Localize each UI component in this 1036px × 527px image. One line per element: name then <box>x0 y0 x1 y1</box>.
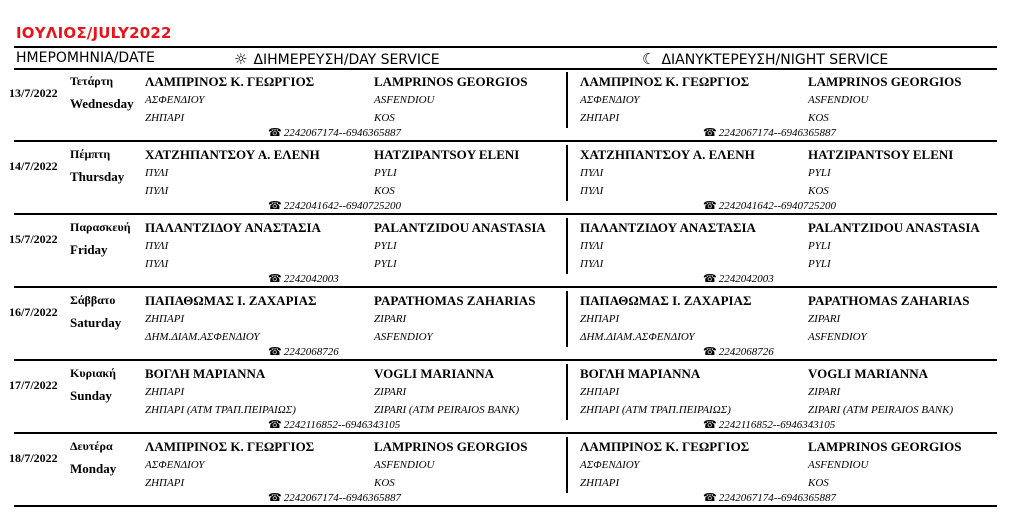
row-date: 14/7/2022 <box>9 159 58 173</box>
phone-icon: ☎ <box>703 419 717 431</box>
night-name-gr: ΛΑΜΠΡΙΝΟΣ Κ. ΓΕΩΡΓΙΟΣ <box>580 439 750 454</box>
day-name-en: PALANTZIDOU ANASTASIA <box>374 220 546 235</box>
column-divider <box>566 364 568 420</box>
row-bottom-rule <box>14 286 997 288</box>
column-divider <box>566 145 568 201</box>
row-weekday-gr: Κυριακή <box>70 366 116 380</box>
night-name-gr: ΧΑΤΖΗΠΑΝΤΣΟΥ Α. ΕΛΕΝΗ <box>580 147 755 162</box>
day-name-gr: ΛΑΜΠΡΙΝΟΣ Κ. ΓΕΩΡΓΙΟΣ <box>145 439 315 454</box>
night-area-gr: ΔΗΜ.ΔΙΑΜ.ΑΣΦΕΝΔΙΟΥ <box>580 331 695 343</box>
day-area-en: ZIPARI (ATM PEIRAIOS BANK) <box>374 404 520 416</box>
row-weekday-gr: Παρασκευή <box>70 220 131 234</box>
phone-icon: ☎ <box>703 127 717 139</box>
night-area-gr: ΖΗΠΑΡΙ (ΑΤΜ ΤΡΑΠ.ΠΕΙΡΑΙΩΣ) <box>580 404 731 416</box>
day-name-gr: ΠΑΠΑΘΩΜΑΣ Ι. ΖΑΧΑΡΙΑΣ <box>145 293 317 308</box>
phone-icon: ☎ <box>703 200 717 212</box>
phone-icon: ☎ <box>268 492 282 504</box>
day-address-en: ASFENDIOU <box>374 459 435 471</box>
day-address-en: PYLI <box>374 240 397 252</box>
row-bottom-rule <box>14 213 997 215</box>
day-phone-number: 2242068726 <box>283 346 339 358</box>
night-phone-number: 2242067174--6946365887 <box>718 127 837 139</box>
night-name-en: LAMPRINOS GEORGIOS <box>808 439 962 454</box>
day-address-gr: ΑΣΦΕΝΔΙΟΥ <box>145 459 205 471</box>
row-weekday-gr: Πέμπτη <box>70 147 111 161</box>
day-area-gr: ΖΗΠΑΡΙ <box>145 112 185 124</box>
night-address-gr: ΠΥΛΙ <box>580 167 604 179</box>
night-address-en: PYLI <box>808 167 831 179</box>
night-name-en: LAMPRINOS GEORGIOS <box>808 74 962 89</box>
row-weekday-en: Sunday <box>70 388 112 403</box>
night-name-en: VOGLI MARIANNA <box>808 366 928 381</box>
night-area-en: PYLI <box>808 258 831 270</box>
night-address-gr: ΖΗΠΑΡΙ <box>580 386 620 398</box>
night-area-gr: ΠΥΛΙ <box>580 185 604 197</box>
header-day-label: ΔΙΗΜΕΡΕΥΣΗ/DAY SERVICE <box>253 52 440 68</box>
table-row <box>0 143 1036 215</box>
day-address-gr: ΖΗΠΑΡΙ <box>145 386 185 398</box>
night-phone <box>703 126 836 139</box>
day-area-gr: ΖΗΠΑΡΙ <box>145 477 185 489</box>
day-address-en: ZIPARI <box>374 386 407 398</box>
night-address-en: ZIPARI <box>808 313 841 325</box>
day-address-gr: ΠΥΛΙ <box>145 240 169 252</box>
day-name-en: HATZIPANTSOY ELENI <box>374 147 520 162</box>
day-name-en: LAMPRINOS GEORGIOS <box>374 439 528 454</box>
phone-icon: ☎ <box>268 127 282 139</box>
day-name-en: VOGLI MARIANNA <box>374 366 494 381</box>
day-phone <box>268 491 401 504</box>
night-phone-number: 2242041642--6940725200 <box>718 200 837 212</box>
column-divider <box>566 218 568 274</box>
day-phone <box>268 418 400 431</box>
phone-icon: ☎ <box>703 273 717 285</box>
row-date: 13/7/2022 <box>9 86 58 100</box>
day-area-en: KOS <box>374 185 395 197</box>
day-address-en: ASFENDIOU <box>374 94 435 106</box>
day-name-gr: ΧΑΤΖΗΠΑΝΤΣΟΥ Α. ΕΛΕΝΗ <box>145 147 320 162</box>
night-phone <box>703 418 835 431</box>
row-weekday-gr: Δευτέρα <box>70 439 113 453</box>
day-name-gr: ΒΟΓΛΗ ΜΑΡΙΑΝΝΑ <box>145 366 266 381</box>
row-weekday-en: Friday <box>70 242 108 257</box>
row-weekday-en: Wednesday <box>70 96 134 111</box>
day-phone <box>268 126 401 139</box>
table-row <box>0 70 1036 142</box>
row-weekday-en: Thursday <box>70 169 125 184</box>
phone-icon: ☎ <box>703 492 717 504</box>
moon-icon: ☾ <box>642 50 656 68</box>
day-name-en: LAMPRINOS GEORGIOS <box>374 74 528 89</box>
night-area-en: ZIPARI (ATM PEIRAIOS BANK) <box>808 404 954 416</box>
row-date: 17/7/2022 <box>9 378 58 392</box>
night-name-gr: ΠΑΛΑΝΤΖΙΔΟΥ ΑΝΑΣΤΑΣΙΑ <box>580 220 756 235</box>
night-area-en: KOS <box>808 477 829 489</box>
night-address-en: ASFENDIOU <box>808 459 869 471</box>
table-row <box>0 362 1036 434</box>
night-area-en: ASFENDIOY <box>808 331 867 343</box>
row-weekday-en: Saturday <box>70 315 122 330</box>
day-phone-number: 2242042003 <box>283 273 339 285</box>
day-area-gr: ΖΗΠΑΡΙ (ΑΤΜ ΤΡΑΠ.ΠΕΙΡΑΙΩΣ) <box>145 404 296 416</box>
night-area-gr: ΠΥΛΙ <box>580 258 604 270</box>
row-date: 16/7/2022 <box>9 305 58 319</box>
header-top-rule <box>14 46 997 48</box>
row-weekday-en: Monday <box>70 461 117 476</box>
day-name-gr: ΠΑΛΑΝΤΖΙΔΟΥ ΑΝΑΣΤΑΣΙΑ <box>145 220 321 235</box>
day-address-gr: ΖΗΠΑΡΙ <box>145 313 185 325</box>
night-phone <box>703 491 836 504</box>
table-row <box>0 435 1036 507</box>
night-phone-number: 2242116852--6946343105 <box>718 419 836 431</box>
night-phone <box>703 272 774 285</box>
header-day-service <box>234 50 440 68</box>
day-area-en: PYLI <box>374 258 397 270</box>
day-phone <box>268 272 339 285</box>
phone-icon: ☎ <box>268 200 282 212</box>
day-phone-number: 2242067174--6946365887 <box>283 127 402 139</box>
header-date-label: ΗΜΕΡΟΜΗΝΙΑ/DATE <box>16 50 155 66</box>
day-phone-number: 2242041642--6940725200 <box>283 200 402 212</box>
row-date: 18/7/2022 <box>9 451 58 465</box>
night-name-gr: ΛΑΜΠΡΙΝΟΣ Κ. ΓΕΩΡΓΙΟΣ <box>580 74 750 89</box>
day-name-gr: ΛΑΜΠΡΙΝΟΣ Κ. ΓΕΩΡΓΙΟΣ <box>145 74 315 89</box>
day-phone-number: 2242067174--6946365887 <box>283 492 402 504</box>
night-phone <box>703 199 836 212</box>
day-area-gr: ΔΗΜ.ΔΙΑΜ.ΑΣΦΕΝΔΙΟΥ <box>145 331 260 343</box>
day-phone <box>268 199 401 212</box>
day-name-en: PAPATHOMAS ZAHARIAS <box>374 293 536 308</box>
row-bottom-rule <box>14 140 997 142</box>
row-bottom-rule <box>14 505 997 507</box>
day-phone-number: 2242116852--6946343105 <box>283 419 401 431</box>
phone-icon: ☎ <box>268 346 282 358</box>
night-name-en: PAPATHOMAS ZAHARIAS <box>808 293 970 308</box>
night-area-en: KOS <box>808 185 829 197</box>
phone-icon: ☎ <box>268 273 282 285</box>
table-row <box>0 216 1036 288</box>
day-area-en: KOS <box>374 112 395 124</box>
night-phone <box>703 345 774 358</box>
night-area-gr: ΖΗΠΑΡΙ <box>580 112 620 124</box>
phone-icon: ☎ <box>268 419 282 431</box>
day-address-en: ZIPARI <box>374 313 407 325</box>
night-name-en: PALANTZIDOU ANASTASIA <box>808 220 980 235</box>
night-area-gr: ΖΗΠΑΡΙ <box>580 477 620 489</box>
day-address-en: PYLI <box>374 167 397 179</box>
table-row <box>0 289 1036 361</box>
column-divider <box>566 437 568 493</box>
day-area-en: ASFENDIOY <box>374 331 433 343</box>
night-name-en: HATZIPANTSOY ELENI <box>808 147 954 162</box>
night-phone-number: 2242068726 <box>718 346 774 358</box>
sun-icon: ☼ <box>234 50 248 68</box>
row-bottom-rule <box>14 359 997 361</box>
day-address-gr: ΑΣΦΕΝΔΙΟΥ <box>145 94 205 106</box>
row-date: 15/7/2022 <box>9 232 58 246</box>
row-bottom-rule <box>14 432 997 434</box>
column-divider <box>566 291 568 347</box>
row-weekday-gr: Σάββατο <box>70 293 116 307</box>
night-address-gr: ΑΣΦΕΝΔΙΟΥ <box>580 459 640 471</box>
night-address-en: ZIPARI <box>808 386 841 398</box>
row-weekday-gr: Τετάρτη <box>70 74 114 88</box>
column-divider <box>566 72 568 128</box>
day-address-gr: ΠΥΛΙ <box>145 167 169 179</box>
night-phone-number: 2242042003 <box>718 273 774 285</box>
night-address-gr: ΑΣΦΕΝΔΙΟΥ <box>580 94 640 106</box>
header-night-label: ΔΙΑΝΥΚΤΕΡΕΥΣΗ/NIGHT SERVICE <box>661 52 889 68</box>
day-area-gr: ΠΥΛΙ <box>145 185 169 197</box>
night-address-gr: ΖΗΠΑΡΙ <box>580 313 620 325</box>
page-title: ΙΟΥΛΙΟΣ/JULY2022 <box>16 24 172 42</box>
night-address-en: PYLI <box>808 240 831 252</box>
day-area-gr: ΠΥΛΙ <box>145 258 169 270</box>
phone-icon: ☎ <box>703 346 717 358</box>
night-address-gr: ΠΥΛΙ <box>580 240 604 252</box>
night-area-en: KOS <box>808 112 829 124</box>
day-phone <box>268 345 339 358</box>
day-area-en: KOS <box>374 477 395 489</box>
night-address-en: ASFENDIOU <box>808 94 869 106</box>
night-name-gr: ΒΟΓΛΗ ΜΑΡΙΑΝΝΑ <box>580 366 701 381</box>
night-name-gr: ΠΑΠΑΘΩΜΑΣ Ι. ΖΑΧΑΡΙΑΣ <box>580 293 752 308</box>
night-phone-number: 2242067174--6946365887 <box>718 492 837 504</box>
header-night-service <box>642 50 888 68</box>
